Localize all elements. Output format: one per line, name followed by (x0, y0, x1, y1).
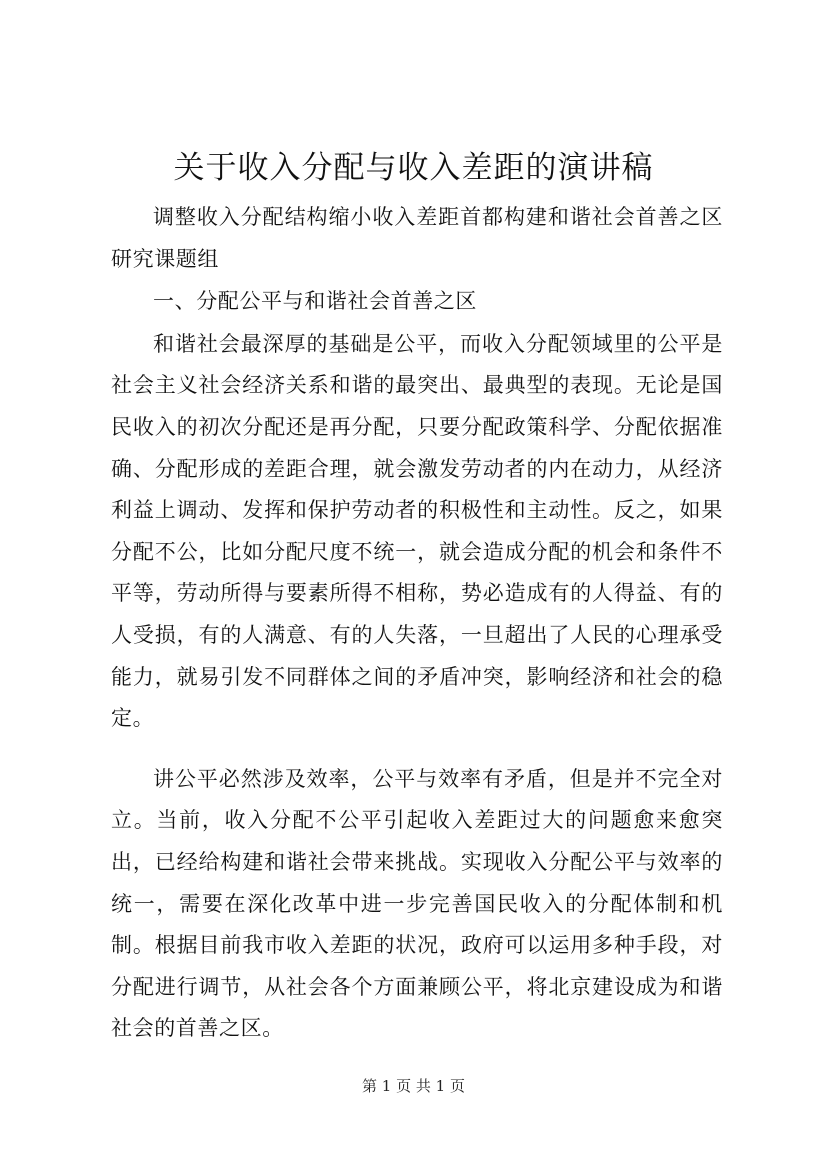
paragraph-fairness-foundation: 和谐社会最深厚的基础是公平，而收入分配领域里的公平是社会主义社会经济关系和谐的最突出、最典型的表现。无论是国民收入的初次分配还是再分配，只要分配政策科学、分配依据准确、分配形成的差距合理，就会激发劳动者的内在动力，从经济利益上调动、发挥和保护劳动者的积极性和主动性。反之，如果分配不公，比如分配尺度不统一，就会造成分配的机会和条件不平等，劳动所得与要素所得不相称，势必造成有的人得益、有的人受损，有的人满意、有的人失落，一旦超出了人民的心理承受能力，就易引发不同群体之间的矛盾冲突，影响经济和社会的稳定。 (111, 331, 723, 731)
paragraph-fairness-efficiency: 讲公平必然涉及效率，公平与效率有矛盾，但是并不完全对立。当前，收入分配不公平引起收入差距过大的问题愈来愈突出，已经给构建和谐社会带来挑战。实现收入分配公平与效率的统一，需要在深化改革中进一步完善国民收入的分配体制和机制。根据目前我市收入差距的状况，政府可以运用多种手段，对分配进行调节，从社会各个方面兼顾公平，将北京建设成为和谐社会的首善之区。 (111, 766, 723, 1041)
document-body (111, 197, 723, 1050)
paragraph-research-group: 调整收入分配结构缩小收入差距首都构建和谐社会首善之区研究课题组 (111, 205, 723, 271)
document-title: 关于收入分配与收入差距的演讲稿 (173, 150, 654, 186)
page-number-footer: 第 1 页 共 1 页 (362, 1077, 465, 1095)
paragraph-section-heading: 一、分配公平与和谐社会首善之区 (153, 289, 477, 314)
